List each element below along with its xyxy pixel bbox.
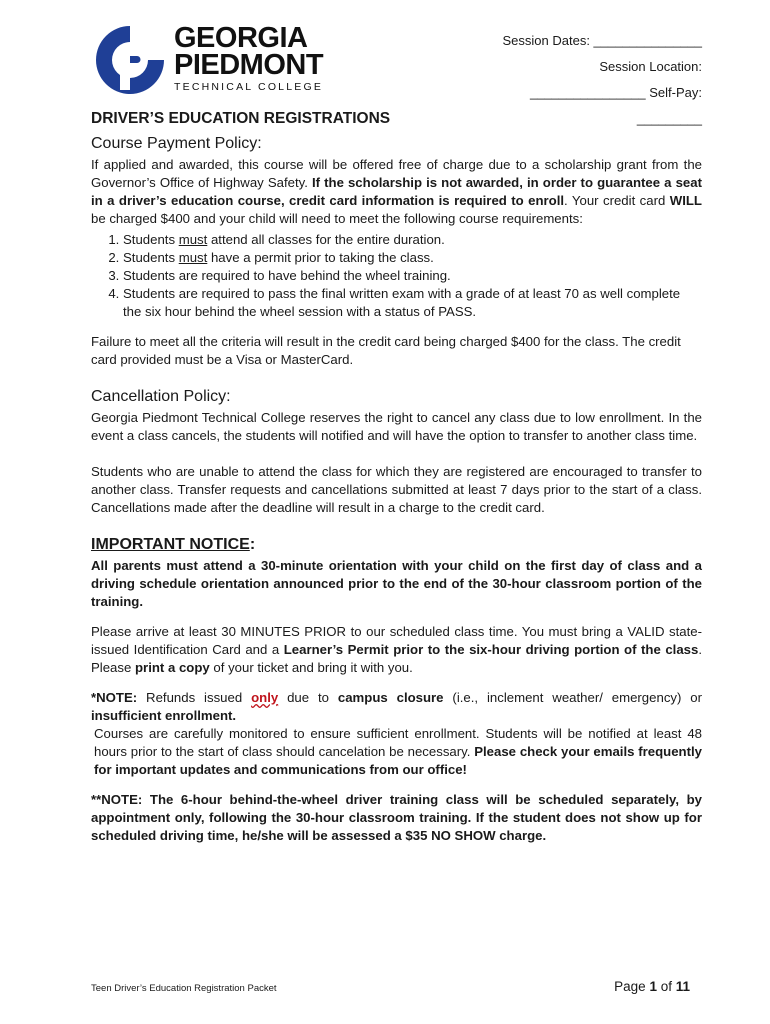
notice-heading-text: IMPORTANT NOTICE: [91, 536, 250, 553]
list-item: 3. Students are required to have behind the wheel training.: [123, 267, 702, 285]
self-pay-line: _________: [636, 111, 702, 126]
failure-paragraph: Failure to meet all the criteria will result in the credit card being charged $400 for the class. The credit card provided must be a Visa or MasterCard.: [91, 334, 681, 367]
notice-heading-colon: :: [249, 536, 256, 553]
req1-text-must: must: [178, 232, 208, 247]
session-location-label: Session Location:: [599, 59, 702, 74]
cancellation-paragraph-1: Georgia Piedmont Technical College reserves the right to cancel any class due to low enrollment. In the event a class cancels, the students will notified and will have the option to transfer to another class time.: [91, 410, 702, 443]
payment-text-bold: If the scholarship is not awarded, in order to guarantee a seat in a driver’s education course, credit card information is required to enroll: [91, 175, 702, 208]
page-total: 11: [675, 979, 690, 994]
note-label: *NOTE:: [91, 690, 138, 705]
notice-bold-text: All parents must attend a 30-minute orientation with your child on the first day of class and a driving schedule orientation announced prior to the end of the 30-hour classroom portion of the training.: [91, 558, 702, 609]
document-title: DRIVER’S EDUCATION REGISTRATIONS: [91, 110, 391, 127]
req1-text-a: Students: [123, 232, 179, 247]
logo-line-3: TECHNICAL COLLEGE: [174, 81, 324, 93]
refund-note: [91, 689, 702, 725]
payment-heading: Course Payment Policy:: [91, 135, 262, 152]
arrival-text-e: of your ticket and bring it with you.: [209, 660, 413, 675]
payment-text-1: If applied and awarded, this course will be offered free of charge due to a scholarship grant from the Governor’s Office of Highway Safety.: [91, 157, 702, 190]
req2-text-c: have a permit prior to taking the class.: [207, 250, 434, 265]
page-of: of: [656, 979, 676, 994]
note-text-only: only: [251, 690, 279, 705]
list-item: [123, 231, 702, 249]
page-number: [614, 979, 690, 994]
payment-text-will: WILL: [669, 193, 702, 208]
spacer: [91, 677, 702, 689]
note-text-closure: campus closure: [337, 690, 444, 705]
college-logo-mark-icon: [90, 24, 170, 96]
page-label: Page: [614, 979, 650, 994]
logo-line-2: PIEDMONT: [174, 49, 324, 81]
logo-line-1: GEORGIA: [174, 22, 308, 54]
cancellation-heading: Cancellation Policy:: [91, 388, 231, 405]
payment-text-2: . Your credit card: [564, 193, 670, 208]
notice-bold-paragraph: [91, 557, 702, 611]
payment-paragraph: [91, 156, 702, 228]
req2-text-must: must: [178, 250, 208, 265]
spacer: [91, 321, 702, 333]
cancellation-paragraph-2: Students who are unable to attend the class for which they are registered are encouraged to transfer to another class. Transfer requests and cancellations submitted at least 7 days prior to the start of a class. Cancellations made after the deadline will result in a charge to the credit card.: [91, 464, 702, 515]
footer-title: Teen Driver’s Education Registration Packet: [91, 983, 277, 994]
req1-text-c: attend all classes for the entire duration.: [207, 232, 445, 247]
driving-note-text: **NOTE: The 6-hour behind-the-wheel driver training class will be scheduled separately, by appointment only, following the 30-hour classroom training. If the student does not show up for scheduled driving time, he/she will be assessed a $35 NO SHOW charge.: [91, 792, 702, 843]
monitoring-text: Courses are carefully monitored to ensure sufficient enrollment. Students will be notified at least 48 hours prior to the start of class should cancelation be necessary.: [94, 726, 702, 759]
college-logo: [90, 24, 340, 96]
session-location-line: ________________ Self-Pay:: [529, 85, 702, 100]
spacer: [91, 445, 702, 463]
spacer: [91, 779, 702, 791]
spacer: [91, 611, 702, 623]
page-current: 1: [649, 979, 657, 994]
arrival-text-c: . Please: [91, 642, 702, 675]
session-dates: Session Dates: _______________: [502, 33, 702, 48]
check-emails-text: Please check your emails frequently for important updates and communications from our office!: [94, 744, 702, 777]
arrival-text-permit: Learner’s Permit prior to the six-hour driving portion of the class: [283, 642, 699, 657]
list-item: [123, 249, 702, 267]
arrival-text-print: print a copy: [135, 660, 210, 675]
note-text-e: (i.e., inclement weather/ emergency) or: [443, 690, 703, 705]
spacer: [91, 369, 702, 387]
arrival-text-a: Please arrive at least 30 MINUTES PRIOR to our scheduled class time. You must bring a VALID state-issued Identification Card and a: [91, 624, 702, 657]
req2-text-a: Students: [123, 250, 179, 265]
note-text-enrollment: insufficient enrollment.: [91, 708, 237, 723]
document-body: [91, 110, 702, 845]
payment-text-3: be charged $400 and your child will need to meet the following course requirements:: [91, 211, 583, 226]
arrival-paragraph: [91, 623, 702, 677]
note-text-a: Refunds issued: [137, 690, 252, 705]
driving-note: [91, 791, 702, 845]
note-text-c: due to: [278, 690, 338, 705]
list-item: 4. Students are required to pass the final written exam with a grade of at least 70 as well complete the six hour behind the wheel session with a status of PASS.: [123, 285, 702, 321]
spacer: [91, 517, 702, 535]
requirements-list: [91, 231, 702, 321]
notice-heading: [91, 535, 702, 555]
monitoring-paragraph: [91, 725, 702, 779]
